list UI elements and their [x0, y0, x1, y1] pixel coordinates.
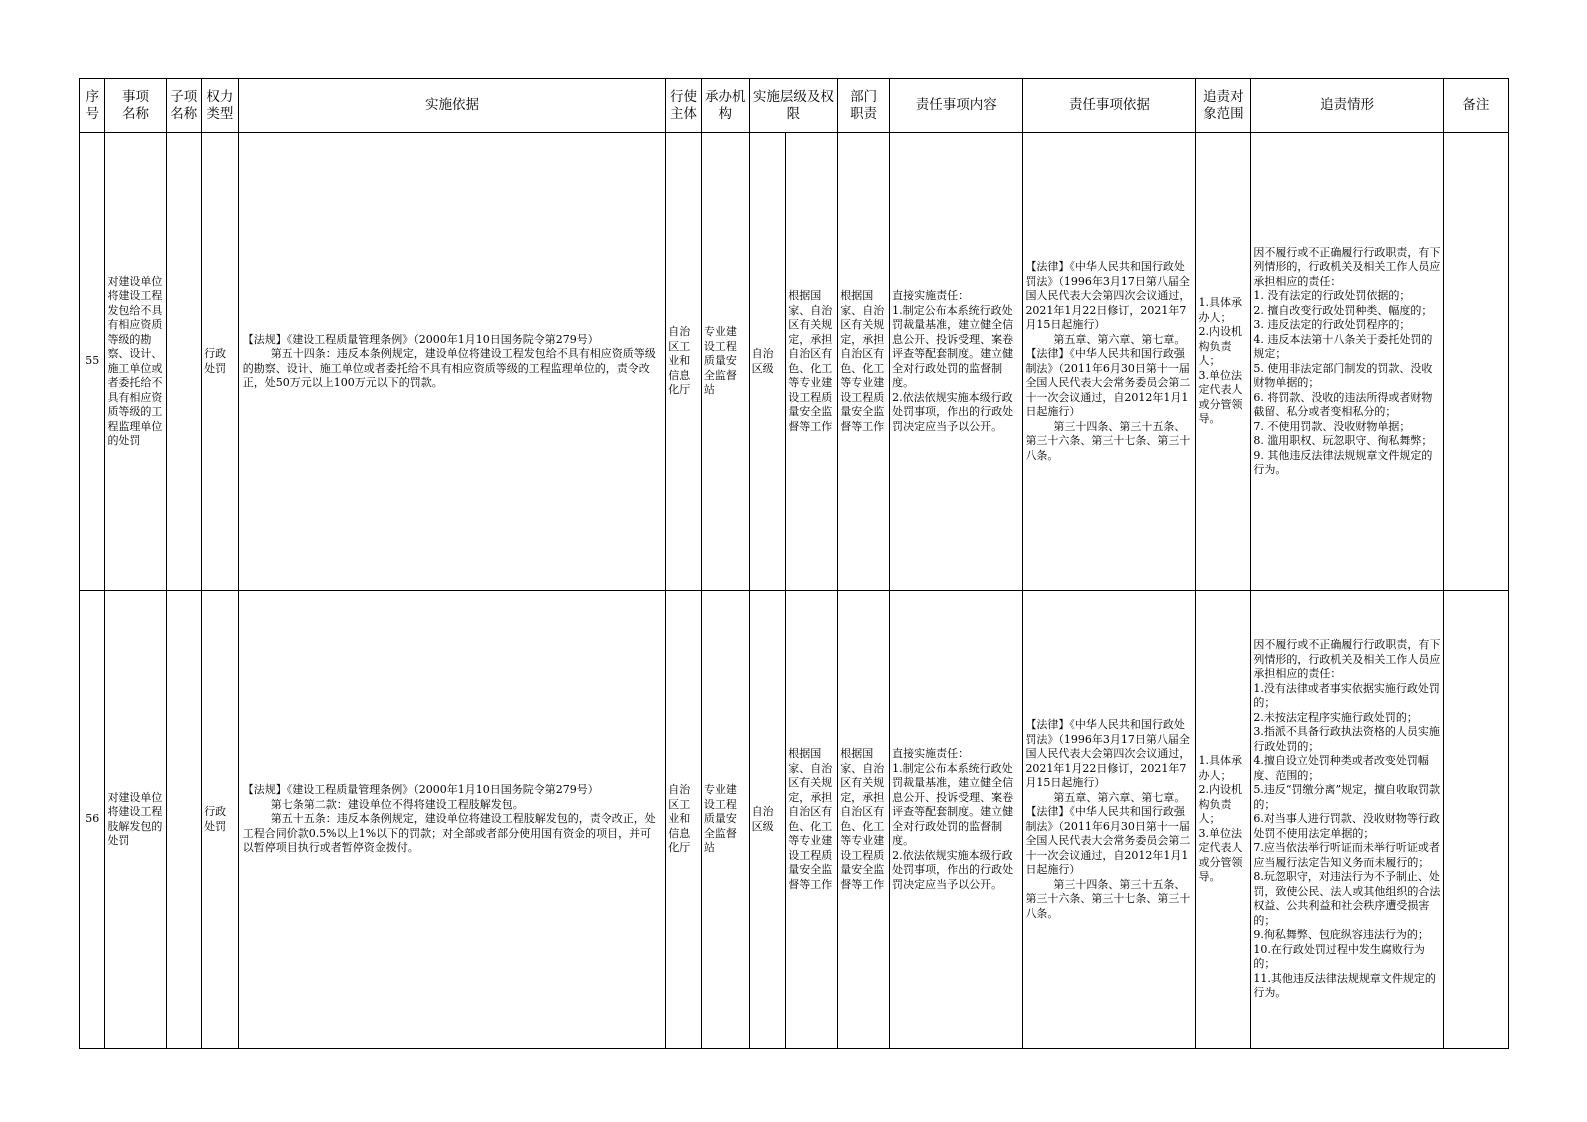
header-power-type: 权力 类型 [202, 79, 239, 133]
cell-situations: 因不履行或不正确履行行政职责，有下列情形的，行政机关及相关工作人员应承担相应的责任： 1. 没有法定的行政处罚依据的； 2. 擅自改变行政处罚种类、幅度的； 3. 违反法定的行政处罚程序的； 4. 违反本法第十八条关于委托处罚的规定； 5. 使用非法定部门制发的罚款、没收财物单据的； 6. 将罚款、没收的违法所得或者财物截留、私分或者变相私分的； 7. 不使用罚款、没收财物单据； 8. 滥用职权、玩忽职守、徇私舞弊； 9. 其他违反法律法规规章文件规定的行为。 [1251, 133, 1443, 591]
cell-duty: 根据国家、自治区有关规定，承担自治区有色、化工等专业建设工程质量安全监督等工作 [838, 133, 890, 591]
cell-content: 直接实施责任： 1.制定公布本系统行政处罚裁量基准，建立健全信息公开、投诉受理、案卷评查等配套制度。建立健全对行政处罚的监督制度。 2.依法依规实施本级行政处罚事项，作出的行政处罚决定应当予以公开。 [890, 591, 1023, 1049]
cell-sub-name [166, 591, 202, 1049]
header-level: 实施层级及权 限 [749, 79, 838, 133]
header-sub-name: 子项 名称 [166, 79, 202, 133]
cell-remarks [1443, 133, 1508, 591]
cell-remarks [1443, 591, 1508, 1049]
header-situations: 追责情形 [1251, 79, 1443, 133]
table-row [80, 133, 1509, 591]
cell-scope: 1.具体承办人； 2.内设机构负责人； 3.单位法定代表人或分管领导。 [1196, 133, 1251, 591]
cell-basis: 【法规】《建设工程质量管理条例》（2000年1月10日国务院令第279号） 第五十四条：违反本条例规定，建设单位将建设工程发包给不具有相应资质等级的勘察、设计、施工单位或者委托给不具有相应资质等级的工程监理单位的，责令改正，处50万元以上100万元以下的罚款。 [238, 133, 665, 591]
cell-agency: 专业建设工程质量安全监督站 [701, 133, 749, 591]
table-row [80, 591, 1509, 1049]
cell-duty: 根据国家、自治区有关规定，承担自治区有色、化工等专业建设工程质量安全监督等工作 [838, 591, 890, 1049]
cell-seq: 56 [80, 591, 105, 1049]
cell-basis: 【法规】《建设工程质量管理条例》（2000年1月10日国务院令第279号） 第七条第二款：建设单位不得将建设工程肢解发包。 第五十五条：违反本条例规定，建设单位将建设工程肢解发包的，责令改正，处工程合同价款0.5%以上1%以下的罚款；对全部或者部分使用国有资金的项目，并可以暂停项目执行或者暂停资金拨付。 [238, 591, 665, 1049]
header-item-name: 事项 名称 [105, 79, 166, 133]
cell-power-type: 行政处罚 [202, 133, 239, 591]
header-agency: 承办机 构 [701, 79, 749, 133]
cell-scope: 1.具体承办人； 2.内设机构负责人； 3.单位法定代表人或分管领导。 [1196, 591, 1251, 1049]
cell-level-detail: 根据国家、自治区有关规定，承担自治区有色、化工等专业建设工程质量安全监督等工作 [786, 133, 838, 591]
header-content: 责任事项内容 [890, 79, 1023, 133]
cell-resp-basis: 【法律】《中华人民共和国行政处罚法》（1996年3月17日第八届全国人民代表大会第四次会议通过，2021年1月22日修订，2021年7月15日起施行） 第五章、第六章、第七章。 【法律】《中华人民共和国行政强制法》（2011年6月30日第十一届全国人民代表大会常务委员会第二十一次会议通过，自2012年1月1日起施行） 第三十四条、第三十五条、第三十六条、第三十七条、第三十八条。 [1023, 591, 1196, 1049]
cell-level: 自治区级 [749, 591, 786, 1049]
table-header-row [80, 79, 1509, 133]
header-duty: 部门 职责 [838, 79, 890, 133]
cell-agency: 专业建设工程质量安全监督站 [701, 591, 749, 1049]
header-subject: 行使 主体 [666, 79, 702, 133]
cell-subject: 自治区工业和信息化厅 [666, 591, 702, 1049]
power-list-table [79, 78, 1509, 1049]
header-seq: 序 号 [80, 79, 105, 133]
cell-level: 自治区级 [749, 133, 786, 591]
cell-content: 直接实施责任： 1.制定公布本系统行政处罚裁量基准，建立健全信息公开、投诉受理、案卷评查等配套制度。建立健全对行政处罚的监督制度。 2.依法依规实施本级行政处罚事项，作出的行政处罚决定应当予以公开。 [890, 133, 1023, 591]
cell-power-type: 行政处罚 [202, 591, 239, 1049]
cell-situations: 因不履行或不正确履行行政职责，有下列情形的，行政机关及相关工作人员应承担相应的责任： 1.没有法律或者事实依据实施行政处罚的； 2.未按法定程序实施行政处罚的； 3.指派不具备行政执法资格的人员实施行政处罚的； 4.擅自设立处罚种类或者改变处罚幅度、范围的； 5.违反“罚缴分离”规定，擅自收取罚款的； 6.对当事人进行罚款、没收财物等行政处罚不使用法定单据的； 7.应当依法举行听证而未举行听证或者应当履行法定告知义务而未履行的； 8.玩忽职守，对违法行为不予制止、处罚，致使公民、法人或其他组织的合法权益、公共利益和社会秩序遭受损害的； 9.徇私舞弊、包庇纵容违法行为的； 10.在行政处罚过程中发生腐败行为的； 11.其他违反法律法规规章文件规定的行为。 [1251, 591, 1443, 1049]
header-remarks: 备注 [1443, 79, 1508, 133]
cell-sub-name [166, 133, 202, 591]
cell-resp-basis: 【法律】《中华人民共和国行政处罚法》（1996年3月17日第八届全国人民代表大会第四次会议通过，2021年1月22日修订，2021年7月15日起施行） 第五章、第六章、第七章。 【法律】《中华人民共和国行政强制法》（2011年6月30日第十一届全国人民代表大会常务委员会第二十一次会议通过，自2012年1月1日起施行） 第三十四条、第三十五条、第三十六条、第三十七条、第三十八条。 [1023, 133, 1196, 591]
cell-level-detail: 根据国家、自治区有关规定，承担自治区有色、化工等专业建设工程质量安全监督等工作 [786, 591, 838, 1049]
cell-item-name: 对建设单位将建设工程肢解发包的处罚 [105, 591, 166, 1049]
cell-subject: 自治区工业和信息化厅 [666, 133, 702, 591]
cell-item-name: 对建设单位将建设工程发包给不具有相应资质等级的勘察、设计、施工单位或者委托给不具有相应资质等级的工程监理单位的处罚 [105, 133, 166, 591]
header-scope: 追责对 象范围 [1196, 79, 1251, 133]
header-resp-basis: 责任事项依据 [1023, 79, 1196, 133]
header-basis: 实施依据 [238, 79, 665, 133]
cell-seq: 55 [80, 133, 105, 591]
